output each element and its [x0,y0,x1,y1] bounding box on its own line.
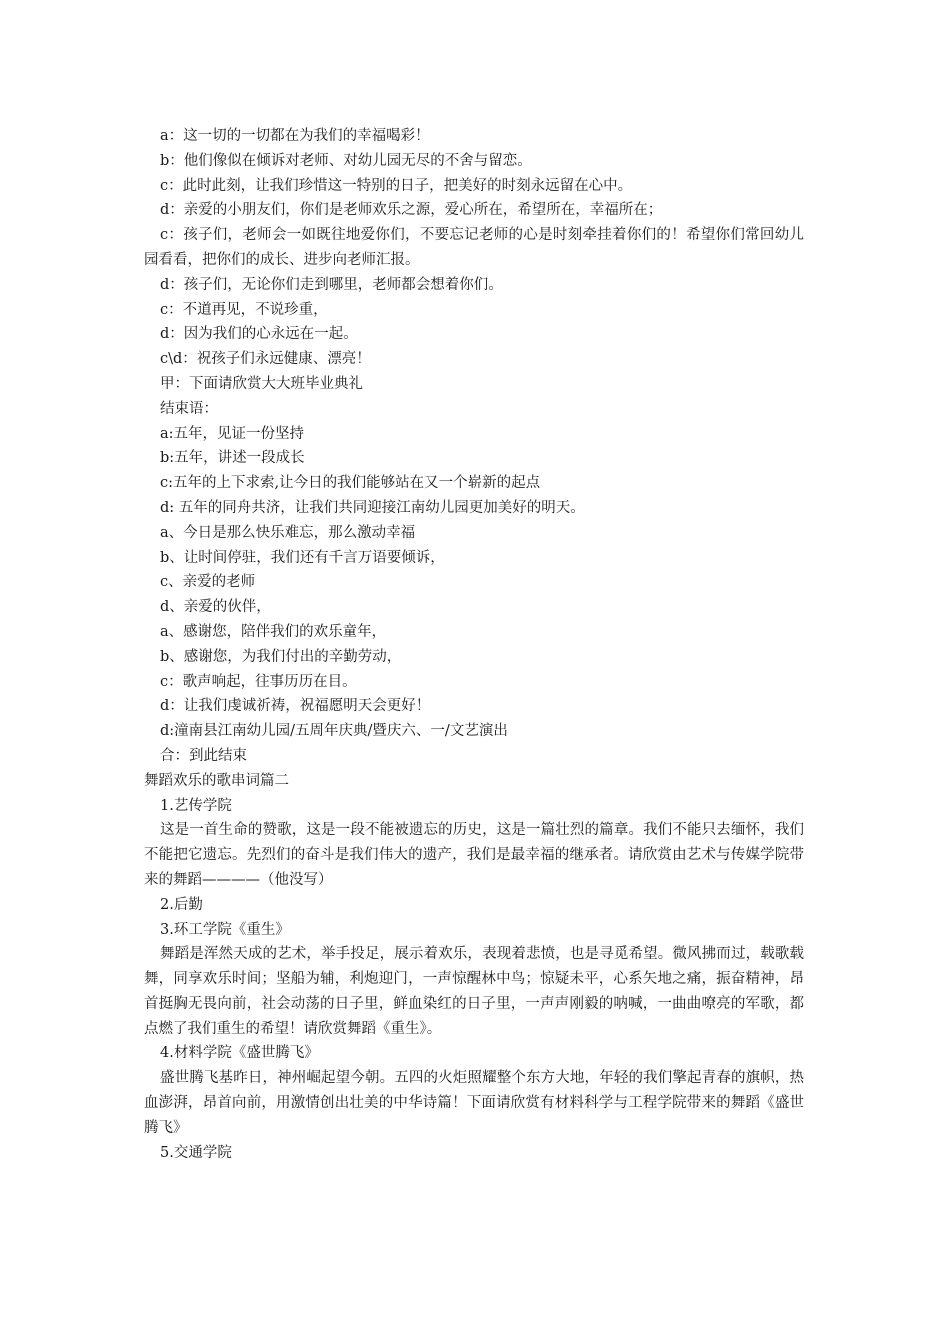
paragraph-line: b:五年，讲述一段成长 [160,450,305,467]
paragraph-line: c：此时此刻，让我们珍惜这一特别的日子，把美好的时刻永远留在心中。 [160,177,633,194]
paragraph-line: c：歌声响起，往事历历在目。 [160,673,357,690]
paragraph-line: d: 五年的同舟共济，让我们共同迎接江南幼儿园更加美好的明天。 [160,499,585,516]
paragraph-line: a、感谢您，陪伴我们的欢乐童年， [160,623,387,640]
paragraph-line: 这是一首生命的赞歌，这是一段不能被遗忘的历史，这是一篇壮烈的篇章。我们不能只去缅怀，我们不能把它遗忘。先烈们的奋斗是我们伟大的遗产，我们是最幸福的继承者。请欣赏由艺术与传媒学院带来的舞蹈————（他没写） [144,822,804,888]
paragraph-line: 2.后勤 [160,896,203,913]
paragraph-line: 合：到此结束 [160,747,247,764]
paragraph-line: 5.交通学院 [160,1144,232,1161]
paragraph-line: c\d：祝孩子们永远健康、漂亮！ [160,351,371,368]
paragraph-line: a、今日是那么快乐难忘，那么激动幸福 [160,524,416,541]
paragraph-line: d：亲爱的小朋友们，你们是老师欢乐之源，爱心所在，希望所在，幸福所在； [160,202,663,219]
paragraph-line: d：孩子们，无论你们走到哪里，老师都会想着你们。 [160,276,503,293]
paragraph-line: 1.艺传学院 [160,797,232,814]
paragraph-line: c：不道再见，不说珍重， [160,301,328,318]
paragraph-line: b、让时间停驻，我们还有千言万语要倾诉， [160,549,445,566]
paragraph-line: 盛世腾飞基昨日，神州崛起望今朝。五四的火炬照耀整个东方大地，年轻的我们擎起青春的旗帜，热血澎湃，昂首向前，用激情创出壮美的中华诗篇！下面请欣赏有材料科学与工程学院带来的舞蹈《盛世腾飞》 [144,1070,804,1136]
paragraph-line: a：这一切的一切都在为我们的幸福喝彩！ [160,128,430,144]
paragraph-line: b、感谢您，为我们付出的辛勤劳动， [160,648,402,665]
paragraph-line: d:潼南县江南幼儿园/五周年庆典/暨庆六、一/文艺演出 [160,723,508,740]
document-body [144,124,804,1165]
paragraph-line: c：孩子们，老师会一如既往地爱你们，不要忘记老师的心是时刻牵挂着你们的！希望你们常回幼儿园看看，把你们的成长、进步向老师汇报。 [144,227,804,268]
paragraph-line: b：他们像似在倾诉对老师、对幼儿园无尽的不舍与留恋。 [160,152,532,169]
paragraph-line: a:五年，见证一份坚持 [160,425,305,442]
paragraph-line: 4.材料学院《盛世腾飞》 [160,1045,319,1062]
paragraph-line: 结束语： [160,400,218,417]
paragraph-line: d：因为我们的心永远在一起。 [160,326,358,343]
paragraph-line: c、亲爱的老师 [160,574,256,591]
paragraph-line: 甲：下面请欣赏大大班毕业典礼 [160,375,363,392]
section-heading: 舞蹈欢乐的歌串词篇二 [144,772,289,789]
paragraph-line: c:五年的上下求索,让今日的我们能够站在又一个崭新的起点 [160,475,541,492]
paragraph-line: 舞蹈是浑然天成的艺术，举手投足，展示着欢乐，表现着悲愤，也是寻觅希望。微风拂而过，载歌载舞，同享欢乐时间；坚船为辅，利炮迎门，一声惊醒林中鸟；惊疑未平，心系矢地之痛，振奋精神，昂首挺胸无畏向前，社会动荡的日子里，鲜血染红的日子里，一声声刚毅的呐喊，一曲曲嘹亮的军歌，都点燃了我们重生的希望！请欣赏舞蹈《重生》。 [144,946,804,1037]
paragraph-line: d、亲爱的伙伴， [160,599,271,616]
paragraph-line: 3.环工学院《重生》 [160,921,290,938]
paragraph-line: d：让我们虔诚祈祷，祝福愿明天会更好！ [160,698,431,715]
